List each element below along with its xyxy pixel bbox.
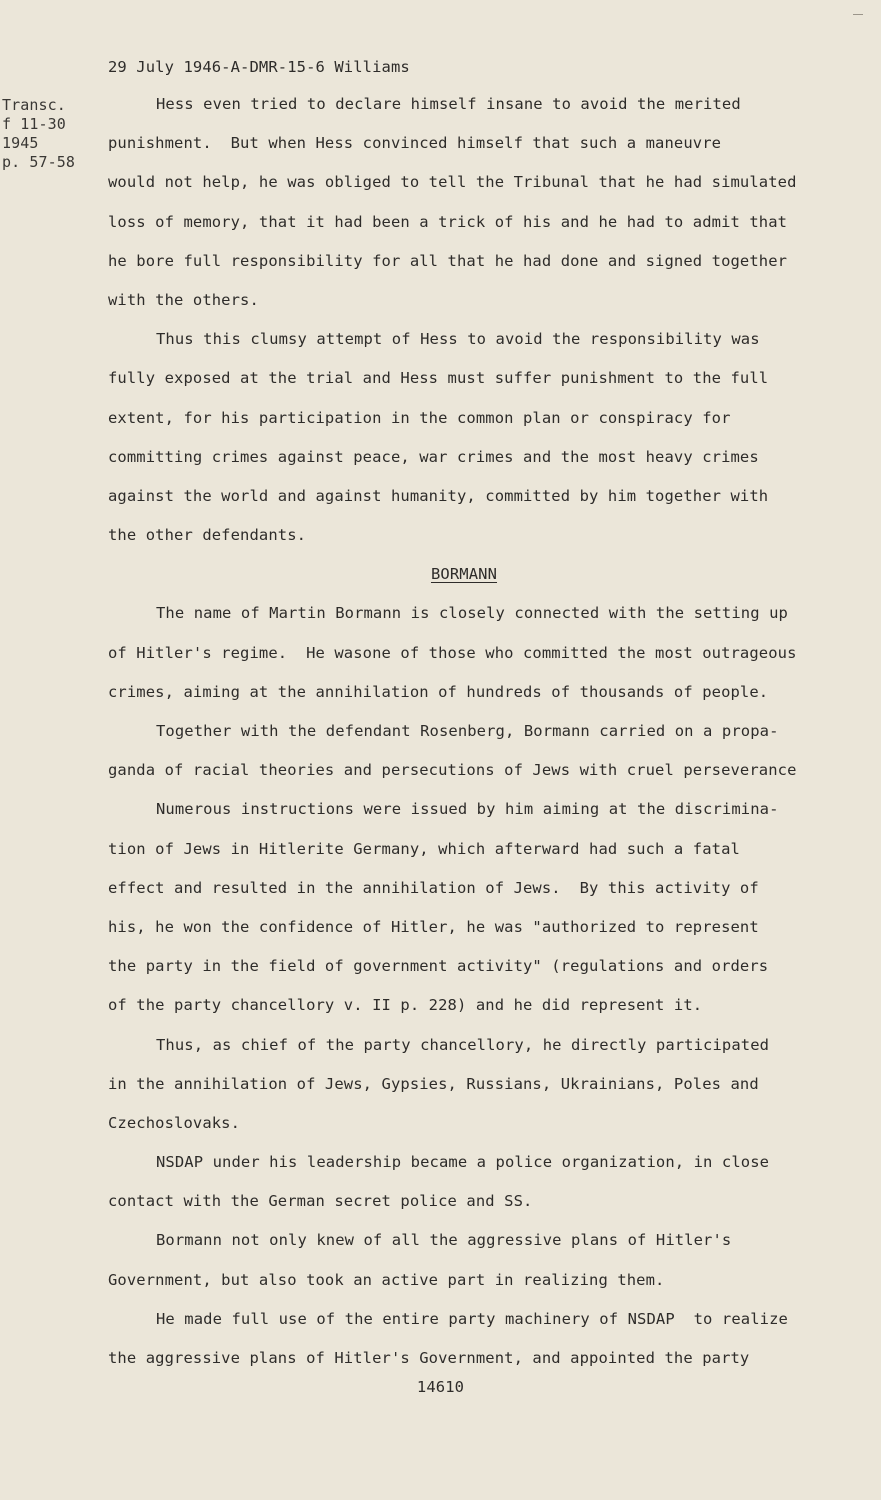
margin-note-line: 1945 bbox=[2, 134, 39, 152]
text-line: The name of Martin Bormann is closely connected with the setting up bbox=[156, 604, 788, 623]
margin-note-line: f 11-30 bbox=[2, 115, 66, 133]
paragraph bbox=[108, 720, 820, 798]
text-line: against the world and against humanity, committed by him together with bbox=[108, 486, 769, 505]
paragraph bbox=[108, 1151, 820, 1229]
text-line: contact with the German secret police and SS. bbox=[108, 1192, 533, 1211]
paragraph bbox=[108, 1229, 820, 1307]
text-line: loss of memory, that it had been a trick of his and he had to admit that bbox=[108, 212, 788, 231]
document-body bbox=[108, 93, 820, 1386]
bormann-section-text bbox=[108, 602, 820, 1386]
section-title-bormann bbox=[108, 563, 820, 602]
paragraph bbox=[108, 328, 820, 563]
text-line: Together with the defendant Rosenberg, Bormann carried on a propa- bbox=[156, 722, 779, 740]
text-line: punishment. But when Hess convinced himself that such a maneuvre bbox=[108, 134, 722, 153]
text-line: would not help, he was obliged to tell the Tribunal that he had simulated bbox=[108, 173, 797, 192]
text-line: crimes, aiming at the annihilation of hundreds of thousands of people. bbox=[108, 682, 769, 701]
text-line: Bormann not only knew of all the aggressive plans of Hitler's bbox=[156, 1231, 732, 1250]
section-title-text: BORMANN bbox=[430, 565, 498, 584]
text-line: NSDAP under his leadership became a police organization, in close bbox=[156, 1153, 770, 1172]
text-line: in the annihilation of Jews, Gypsies, Russians, Ukrainians, Poles and bbox=[108, 1074, 759, 1093]
paragraph bbox=[108, 93, 820, 328]
text-line: committing crimes against peace, war crimes and the most heavy crimes bbox=[108, 447, 759, 466]
text-line: fully exposed at the trial and Hess must suffer punishment to the full bbox=[108, 369, 769, 388]
text-line: the party in the field of government activity" (regulations and orders bbox=[108, 957, 769, 976]
text-line: of the party chancellory v. II p. 228) and he did represent it. bbox=[108, 996, 703, 1015]
page-edge-mark bbox=[853, 14, 863, 21]
text-line: Government, but also took an active part in realizing them. bbox=[108, 1270, 665, 1289]
text-line: with the others. bbox=[108, 290, 259, 309]
text-line: extent, for his participation in the common plan or conspiracy for bbox=[108, 408, 731, 427]
paragraph bbox=[108, 1308, 820, 1386]
paragraph bbox=[108, 798, 820, 1033]
text-line: his, he won the confidence of Hitler, he was "authorized to represent bbox=[108, 917, 759, 936]
text-line: of Hitler's regime. He wasone of those who committed the most outrageous bbox=[108, 643, 797, 662]
text-line: Czechoslovaks. bbox=[108, 1113, 241, 1132]
text-line: Thus, as chief of the party chancellory, he directly participated bbox=[156, 1035, 770, 1054]
text-line: He made full use of the entire party machinery of NSDAP to realize bbox=[156, 1309, 788, 1328]
margin-transcript-reference bbox=[2, 96, 75, 172]
margin-note-line: p. 57-58 bbox=[2, 153, 76, 171]
text-line: effect and resulted in the annihilation of Jews. By this activity of bbox=[108, 878, 759, 897]
paragraph bbox=[108, 602, 820, 720]
hess-section-text bbox=[108, 93, 820, 563]
paragraph bbox=[108, 1034, 820, 1152]
text-line: the aggressive plans of Hitler's Government, and appointed the party bbox=[108, 1349, 750, 1367]
text-line: Hess even tried to declare himself insane to avoid the merited bbox=[156, 95, 741, 113]
page-number: 14610 bbox=[416, 1378, 465, 1396]
text-line: he bore full responsibility for all that he had done and signed together bbox=[108, 251, 788, 270]
text-line: tion of Jews in Hitlerite Germany, which afterward had such a fatal bbox=[108, 839, 740, 858]
document-header: 29 July 1946-A-DMR-15-6 Williams bbox=[108, 58, 410, 76]
text-line: Thus this clumsy attempt of Hess to avoid the responsibility was bbox=[156, 330, 760, 349]
text-line: the other defendants. bbox=[108, 526, 307, 545]
text-line: Numerous instructions were issued by him aiming at the discrimina- bbox=[156, 800, 779, 819]
margin-note-line: Transc. bbox=[2, 96, 66, 114]
text-line: ganda of racial theories and persecutions of Jews with cruel perseverance bbox=[108, 761, 797, 780]
